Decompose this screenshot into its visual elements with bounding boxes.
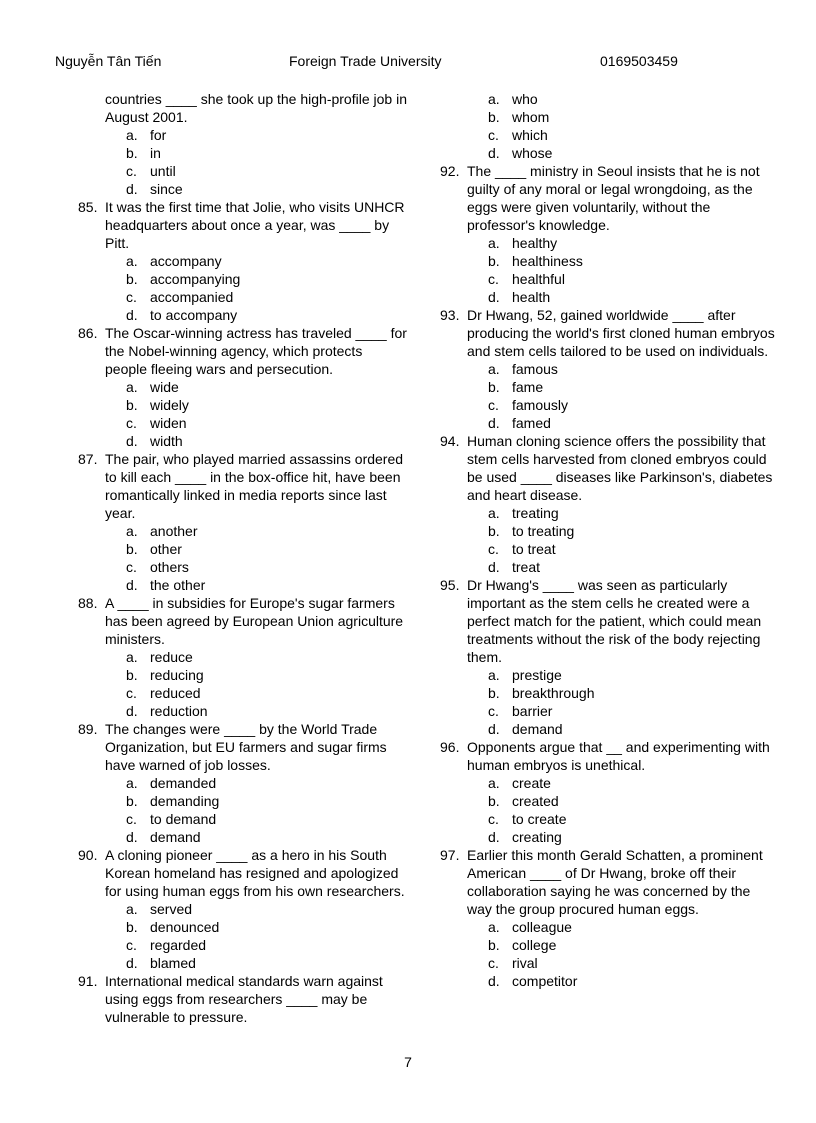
answer-option — [488, 270, 775, 288]
answer-option — [488, 414, 775, 432]
option-letter: d. — [126, 577, 138, 593]
question-stem — [78, 450, 408, 522]
option-letter: a. — [488, 361, 500, 377]
question-item — [78, 846, 408, 972]
question-stem — [440, 162, 775, 234]
option-text: whose — [512, 145, 553, 161]
question-item — [440, 846, 775, 990]
question-text: Dr Hwang, 52, gained worldwide ____ after producing the world's first cloned human embryos and stem cells tailored to be used on individuals. — [467, 307, 775, 359]
option-text: healthful — [512, 271, 565, 287]
option-letter: b. — [126, 397, 138, 413]
question-options — [488, 918, 775, 990]
option-letter: c. — [126, 685, 137, 701]
option-text: create — [512, 775, 551, 791]
option-letter: b. — [126, 919, 138, 935]
question-text: The Oscar-winning actress has traveled ____ for the Nobel-winning agency, which protects people fleeing wars and persecution. — [105, 325, 407, 377]
question-options — [126, 252, 408, 324]
answer-option — [488, 702, 775, 720]
question-number: 89. — [78, 721, 98, 737]
option-text: famously — [512, 397, 569, 413]
answer-option — [488, 288, 775, 306]
option-text: reduced — [150, 685, 201, 701]
question-number: 97. — [440, 847, 460, 863]
option-letter: c. — [126, 937, 137, 953]
option-letter: a. — [126, 649, 138, 665]
question-number: 88. — [78, 595, 98, 611]
option-text: colleague — [512, 919, 572, 935]
answer-option — [126, 954, 408, 972]
option-letter: a. — [126, 127, 138, 143]
option-text: others — [150, 559, 189, 575]
answer-option — [126, 828, 408, 846]
question-stem — [78, 198, 408, 252]
question-item — [78, 198, 408, 324]
answer-option — [488, 90, 775, 108]
question-item — [440, 432, 775, 576]
question-stem — [78, 594, 408, 648]
option-text: famous — [512, 361, 558, 377]
option-text: accompany — [150, 253, 222, 269]
option-letter: a. — [488, 919, 500, 935]
question-item — [440, 162, 775, 306]
option-text: healthy — [512, 235, 558, 251]
option-text: health — [512, 289, 551, 305]
option-letter: a. — [488, 775, 500, 791]
option-letter: d. — [126, 181, 138, 197]
question-text: Human cloning science offers the possibility that stem cells harvested from cloned embryos could be used ____ diseases like Parkinson's, diabetes and heart disease. — [467, 433, 773, 503]
answer-option — [488, 918, 775, 936]
answer-option — [488, 504, 775, 522]
option-letter: c. — [126, 415, 137, 431]
question-item — [78, 594, 408, 720]
option-letter: d. — [488, 145, 500, 161]
question-number: 85. — [78, 199, 98, 215]
option-text: widen — [150, 415, 187, 431]
page-number: 7 — [404, 1054, 412, 1070]
option-letter: d. — [126, 829, 138, 845]
answer-option — [126, 792, 408, 810]
answer-option — [488, 954, 775, 972]
option-text: to treating — [512, 523, 575, 539]
option-text: until — [150, 163, 176, 179]
question-number: 94. — [440, 433, 460, 449]
option-text: served — [150, 901, 193, 917]
option-letter: d. — [126, 307, 138, 323]
answer-option — [126, 900, 408, 918]
option-text: for — [150, 127, 167, 143]
question-stem — [440, 576, 775, 666]
answer-option — [488, 378, 775, 396]
option-text: which — [512, 127, 548, 143]
option-letter: b. — [488, 685, 500, 701]
option-text: width — [150, 433, 183, 449]
option-text: to accompany — [150, 307, 238, 323]
question-item — [78, 972, 408, 1026]
question-number: 90. — [78, 847, 98, 863]
option-text: reduce — [150, 649, 193, 665]
option-text: accompanied — [150, 289, 234, 305]
answer-option — [488, 936, 775, 954]
option-letter: d. — [126, 433, 138, 449]
option-text: who — [512, 91, 538, 107]
answer-option — [126, 522, 408, 540]
answer-option — [126, 378, 408, 396]
answer-option — [488, 144, 775, 162]
answer-option — [488, 558, 775, 576]
option-letter: a. — [126, 523, 138, 539]
option-letter: a. — [488, 505, 500, 521]
option-letter: b. — [488, 379, 500, 395]
answer-option — [126, 162, 408, 180]
question-text: The changes were ____ by the World Trade Organization, but EU farmers and sugar firms have warned of job losses. — [105, 721, 387, 773]
answer-option — [126, 180, 408, 198]
option-text: demand — [512, 721, 563, 737]
option-letter: a. — [126, 901, 138, 917]
option-letter: a. — [488, 235, 500, 251]
option-letter: c. — [488, 703, 499, 719]
question-text: Dr Hwang's ____ was seen as particularly important as the stem cells he created were a perfect match for the patient, which could mean treatments without the risk of the body rejecting them. — [467, 577, 762, 665]
question-number: 96. — [440, 739, 460, 755]
question-text: It was the first time that Jolie, who visits UNHCR headquarters about once a year, was ____ by Pitt. — [105, 199, 405, 251]
answer-option — [488, 540, 775, 558]
option-letter: d. — [488, 559, 500, 575]
option-text: famed — [512, 415, 551, 431]
carryover-options — [488, 90, 775, 162]
question-options — [488, 360, 775, 432]
question-options — [126, 648, 408, 720]
answer-option — [126, 306, 408, 324]
header-institution: Foreign Trade University — [289, 53, 442, 69]
answer-option — [126, 558, 408, 576]
answer-option — [488, 396, 775, 414]
option-letter: d. — [488, 289, 500, 305]
option-text: to treat — [512, 541, 556, 557]
option-letter: d. — [488, 973, 500, 989]
option-text: reducing — [150, 667, 204, 683]
answer-option — [488, 666, 775, 684]
option-text: denounced — [150, 919, 220, 935]
option-letter: b. — [488, 793, 500, 809]
question-number: 93. — [440, 307, 460, 323]
question-number: 91. — [78, 973, 98, 989]
option-text: accompanying — [150, 271, 241, 287]
option-letter: c. — [488, 955, 499, 971]
question-options — [126, 378, 408, 450]
option-text: creating — [512, 829, 562, 845]
answer-option — [488, 360, 775, 378]
left-column — [78, 90, 408, 1026]
question-stem — [440, 738, 775, 774]
header-author: Nguyễn Tân Tiến — [55, 53, 162, 69]
question-item — [440, 306, 775, 432]
option-text: demand — [150, 829, 201, 845]
answer-option — [126, 540, 408, 558]
answer-option — [126, 126, 408, 144]
option-text: other — [150, 541, 182, 557]
answer-option — [126, 648, 408, 666]
question-text: International medical standards warn against using eggs from researchers ____ may be vulnerable to pressure. — [105, 973, 383, 1025]
option-letter: b. — [488, 937, 500, 953]
option-text: to demand — [150, 811, 217, 827]
option-text: reduction — [150, 703, 208, 719]
question-stem — [440, 846, 775, 918]
answer-option — [126, 144, 408, 162]
question-text: The ____ ministry in Seoul insists that he is not guilty of any moral or legal wrongdoing, as the eggs were given voluntarily, without the professor's knowledge. — [467, 163, 760, 233]
option-text: since — [150, 181, 183, 197]
option-letter: b. — [488, 109, 500, 125]
option-text: to create — [512, 811, 567, 827]
question-item — [440, 576, 775, 738]
answer-option — [126, 414, 408, 432]
answer-option — [126, 936, 408, 954]
answer-option — [126, 702, 408, 720]
option-letter: d. — [488, 415, 500, 431]
question-text: Earlier this month Gerald Schatten, a prominent American ____ of Dr Hwang, broke off their collaboration saying he was concerned by the way the group procured human eggs. — [467, 847, 763, 917]
option-letter: c. — [488, 541, 499, 557]
answer-option — [126, 576, 408, 594]
option-letter: c. — [126, 163, 137, 179]
carryover-options — [126, 126, 408, 198]
option-letter: c. — [126, 289, 137, 305]
answer-option — [488, 234, 775, 252]
answer-option — [488, 774, 775, 792]
answer-option — [126, 684, 408, 702]
carryover-question-text: countries ____ she took up the high-profile job in August 2001. — [105, 91, 407, 125]
answer-option — [488, 972, 775, 990]
question-text: A ____ in subsidies for Europe's sugar farmers has been agreed by European Union agriculture ministers. — [105, 595, 404, 647]
option-text: college — [512, 937, 557, 953]
option-text: treat — [512, 559, 541, 575]
option-letter: d. — [488, 721, 500, 737]
option-letter: b. — [126, 271, 138, 287]
answer-option — [126, 396, 408, 414]
option-text: whom — [512, 109, 550, 125]
option-text: breakthrough — [512, 685, 595, 701]
option-letter: c. — [488, 397, 499, 413]
answer-option — [126, 666, 408, 684]
question-options — [126, 522, 408, 594]
question-number: 95. — [440, 577, 460, 593]
question-stem — [440, 306, 775, 360]
answer-option — [488, 684, 775, 702]
question-item — [78, 324, 408, 450]
option-text: competitor — [512, 973, 578, 989]
option-text: widely — [150, 397, 189, 413]
question-options — [126, 774, 408, 846]
option-letter: c. — [488, 127, 499, 143]
answer-option — [488, 828, 775, 846]
option-letter: b. — [126, 541, 138, 557]
option-letter: a. — [126, 379, 138, 395]
question-item — [78, 450, 408, 594]
option-letter: b. — [488, 523, 500, 539]
option-text: wide — [150, 379, 179, 395]
answer-option — [126, 432, 408, 450]
question-item — [78, 720, 408, 846]
option-letter: d. — [488, 829, 500, 845]
option-letter: c. — [488, 271, 499, 287]
question-stem — [440, 432, 775, 504]
question-stem — [78, 324, 408, 378]
option-letter: c. — [126, 811, 137, 827]
question-stem — [78, 720, 408, 774]
option-letter: b. — [488, 253, 500, 269]
option-text: demanding — [150, 793, 220, 809]
answer-option — [488, 108, 775, 126]
question-list — [440, 162, 775, 990]
option-text: the other — [150, 577, 206, 593]
option-text: barrier — [512, 703, 553, 719]
question-text: Opponents argue that __ and experimenting with human embryos is unethical. — [467, 739, 770, 773]
option-letter: d. — [126, 703, 138, 719]
answer-option — [488, 522, 775, 540]
question-text: The pair, who played married assassins ordered to kill each ____ in the box-office hit, have been romantically linked in media reports since last year. — [105, 451, 404, 521]
option-letter: a. — [488, 667, 500, 683]
option-letter: b. — [126, 145, 138, 161]
question-number: 86. — [78, 325, 98, 341]
question-options — [488, 774, 775, 846]
question-text: A cloning pioneer ____ as a hero in his South Korean homeland has resigned and apologized for using human eggs from his own researchers. — [105, 847, 405, 899]
option-letter: b. — [126, 667, 138, 683]
question-number: 87. — [78, 451, 98, 467]
answer-option — [126, 774, 408, 792]
question-options — [488, 504, 775, 576]
option-letter: a. — [126, 253, 138, 269]
option-text: in — [150, 145, 161, 161]
answer-option — [126, 810, 408, 828]
option-text: regarded — [150, 937, 207, 953]
answer-option — [488, 792, 775, 810]
answer-option — [126, 270, 408, 288]
option-text: treating — [512, 505, 559, 521]
question-options — [126, 900, 408, 972]
header-phone: 0169503459 — [600, 53, 678, 69]
option-text: prestige — [512, 667, 562, 683]
option-text: rival — [512, 955, 538, 971]
option-text: demanded — [150, 775, 217, 791]
answer-option — [488, 126, 775, 144]
answer-option — [126, 288, 408, 306]
question-options — [488, 666, 775, 738]
option-letter: a. — [126, 775, 138, 791]
question-list — [78, 198, 408, 1026]
option-text: healthiness — [512, 253, 583, 269]
answer-option — [126, 252, 408, 270]
question-stem — [78, 846, 408, 900]
right-column — [440, 90, 775, 990]
answer-option — [126, 918, 408, 936]
option-text: fame — [512, 379, 544, 395]
option-letter: d. — [126, 955, 138, 971]
option-letter: a. — [488, 91, 500, 107]
question-item — [440, 738, 775, 846]
option-letter: c. — [488, 811, 499, 827]
answer-option — [488, 810, 775, 828]
answer-option — [488, 252, 775, 270]
option-letter: b. — [126, 793, 138, 809]
option-letter: c. — [126, 559, 137, 575]
answer-option — [488, 720, 775, 738]
question-options — [488, 234, 775, 306]
option-text: blamed — [150, 955, 196, 971]
option-text: another — [150, 523, 198, 539]
question-stem — [78, 972, 408, 1026]
question-number: 92. — [440, 163, 460, 179]
option-text: created — [512, 793, 559, 809]
